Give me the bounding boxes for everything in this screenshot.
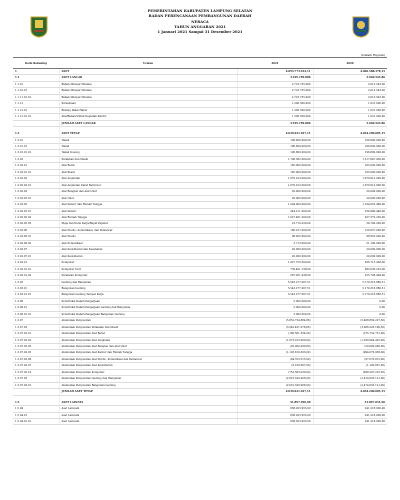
cell-description: Alat Komunikasi: [59, 240, 237, 246]
cell-account-code: 1.3.02.06.01: [13, 234, 59, 240]
cell-value-2020: 20.000.000,00: [313, 195, 387, 201]
cell-description: Bangunan Gedung: [59, 285, 237, 291]
cell-account-code: 1.3.07.02.10: [13, 369, 59, 375]
cell-description: Bangunan Gedung Tempat Kerja: [59, 292, 237, 298]
cell-value-2020: 5.170.316.880,51: [313, 279, 387, 285]
cell-description: Alat/Bahan/Untuk Kegiatan Kantor: [59, 114, 237, 120]
cell-account-code: 1.3.02.01: [13, 163, 59, 169]
report-title: NERACA: [191, 19, 209, 24]
cell-description: Konstruksi Dalam Pengerjaan: [59, 298, 237, 304]
cell-account-code: 1.3.02.03.01: [13, 195, 59, 201]
cell-value-2021: (6.100.667,00): [237, 363, 313, 369]
cell-value-2020: 0,00: [313, 311, 387, 317]
cell-value-2021: 185.000.000,00: [237, 163, 313, 169]
cell-value-2021: 20.000.000,00: [237, 247, 313, 253]
cell-description: Akumulasi Penyusutan Alat Studio, Komunikasi dan Pemancar: [59, 356, 237, 362]
cell-description: ASET LAINNYA: [59, 400, 237, 406]
cell-value-2020: 2.013.543.00: [313, 94, 387, 100]
cell-value-2020: 5.170.316.880,51: [313, 285, 387, 291]
cell-value-2020: 683.036.233,00: [313, 266, 387, 272]
cell-value-2020: 51.190.000,00: [313, 240, 387, 246]
cell-description: Alat Kantor: [59, 208, 237, 214]
cell-description: ASET LANCAR: [59, 75, 237, 81]
cell-account-code: 1.3.01.01: [13, 143, 59, 149]
cell-account-code: 1.3.02.10.01: [13, 266, 59, 272]
table-row: [13, 419, 387, 425]
cell-description: ASET: [59, 69, 237, 75]
cell-value-2021: 196.800.000,00: [237, 150, 313, 156]
cell-account-code: 1: [13, 69, 59, 75]
cell-value-2021: 1.200.500.000: [237, 107, 313, 113]
cell-value-2021: (20.000.000,00): [237, 344, 313, 350]
cell-account-code: 1.5.04.01.01: [13, 419, 59, 425]
cell-account-code: 1.3.06: [13, 298, 59, 304]
cell-account-code: 1.5.04.01: [13, 412, 59, 418]
cell-account-code: 1.3.02.05.02: [13, 214, 59, 220]
cell-account-code: 1.3.06.01.01: [13, 311, 59, 317]
cell-value-2020: 51.897.051,00: [313, 400, 387, 406]
cell-value-2021: 22.719.220,00: [237, 221, 313, 227]
cell-account-code: 1.3: [13, 131, 59, 137]
cell-value-2021: 5.000.000,00: [237, 305, 313, 311]
cell-description: JUMLAH ASET TETAP: [59, 389, 237, 395]
cell-account-code: 1.1.11.01.01: [13, 94, 59, 100]
cell-account-code: 1.3.03: [13, 279, 59, 285]
cell-account-code: 1.1.12.01.01: [13, 114, 59, 120]
cell-account-code: 1.3.02.05: [13, 202, 59, 208]
cell-value-2020: 241.218.000,00: [313, 412, 387, 418]
cell-value-2021: 244.211.000,00: [237, 208, 313, 214]
cell-value-2020: 241.218.000,00: [313, 419, 387, 425]
cell-value-2021: (2.610.330.906,00): [237, 376, 313, 382]
cell-value-2021: (5.852.734.884,86): [237, 318, 313, 324]
cell-value-2021: 287.951.938,00: [237, 273, 313, 279]
cell-description: Komputer Unit: [59, 266, 237, 272]
cell-account-code: 1.1.01.01: [13, 88, 59, 94]
cell-value-2020: (2.474.633.121,00): [313, 382, 387, 388]
cell-description: Bahan Dibayar Dimuka: [59, 81, 237, 87]
report-titles: [60, 9, 340, 35]
cell-value-2020: 196.800.000,00: [313, 150, 387, 156]
report-header: [0, 0, 400, 62]
cell-description: Barang Pakai Habis: [59, 107, 237, 113]
cell-value-2020: 5.170.316.880,51: [313, 292, 387, 298]
cell-description: Tanah: [59, 143, 237, 149]
cell-account-code: 1.3.02.01.01: [13, 169, 59, 175]
cell-value-2020: 3.040.543.86: [313, 75, 387, 81]
cell-value-2020: (20.000.000,00): [313, 344, 387, 350]
cell-value-2021: 160.017.000,00: [237, 227, 313, 233]
cell-account-code: 1.3.01.01.01: [13, 150, 59, 156]
header-description: Uraian: [59, 58, 237, 69]
cell-account-code: 1.3.03.01: [13, 285, 59, 291]
cell-description: Akumulasi Penyusutan Alat Angkutan: [59, 337, 237, 343]
cell-value-2020: (994.070.938,00): [313, 350, 387, 356]
cell-description: Akumulasi Penyusutan Komputer: [59, 369, 237, 375]
fiscal-year: TAHUN ANGGARAN 2021: [174, 24, 226, 29]
cell-value-2021: 4.039.621.927,11: [237, 131, 313, 137]
cell-value-2020: (698.297.216,50): [313, 369, 387, 375]
cell-value-2021: 2.718.735.000: [237, 81, 313, 87]
cell-description: Alat Kedokteran dan Kesehatan: [59, 247, 237, 253]
cell-value-2020: 2.013.543.00: [313, 81, 387, 87]
cell-value-2020: (5.468.859.227,30): [313, 318, 387, 324]
cell-value-2020: 241.218.000,00: [313, 406, 387, 412]
cell-description: Peralatan Komputer: [59, 273, 237, 279]
cell-value-2020: 20.000.000,00: [313, 189, 387, 195]
cell-value-2021: 5.000.000,00: [237, 311, 313, 317]
cell-value-2020: 98.952.000,00: [313, 234, 387, 240]
table-header-row: [13, 58, 387, 69]
cell-account-code: 1.3.07.02.05: [13, 350, 59, 356]
cell-description: Alat Ukur: [59, 195, 237, 201]
cell-description: Alat Studio, Komunikasi, dan Pemancar: [59, 227, 237, 233]
cell-description: Konstruksi Dalam Pengerjaan Gedung dan Bangunan: [59, 305, 237, 311]
cell-account-code: 1.3.02.10: [13, 260, 59, 266]
cell-value-2021: 1.200.500.000: [237, 114, 313, 120]
cell-description: Konstruksi Dalam Pengerjaan Bangunan Gedung: [59, 311, 237, 317]
cell-account-code: 1.3.07.02.03: [13, 344, 59, 350]
cell-description: ASET TETAP: [59, 131, 237, 137]
currency-unit-note: (Dalam Rupiah): [361, 53, 385, 57]
cell-description: Alat Berat: [59, 163, 237, 169]
cell-value-2020: 4.034.200.085,15: [313, 389, 387, 395]
gov-name: PEMERINTAHAN KABUPATEN LAMPUNG SELATAN: [147, 9, 253, 13]
cell-value-2021: (3.542.431.078,86): [237, 324, 313, 330]
cell-account-code: 1.3.02.06.02: [13, 240, 59, 246]
cell-description: Bahan Dibayar Dimuka: [59, 94, 237, 100]
cell-value-2021: (94.703.315,00): [237, 356, 313, 362]
cell-account-code: 1.3.07.02.07: [13, 363, 59, 369]
cell-value-2020: 196.800.000,00: [313, 137, 387, 143]
cell-value-2020: 1.517.847.436,00: [313, 156, 387, 162]
cell-description: Akumulasi Penyusutan Alat Bengkel dan Alat Ukur: [59, 344, 237, 350]
cell-description: Komputer: [59, 260, 237, 266]
header-year-2020: 2020: [313, 58, 387, 69]
cell-value-2020: 1.031.000.00: [313, 101, 387, 107]
cell-value-2020: 34.700.200,00: [313, 221, 387, 227]
cell-description: JUMLAH ASET LANCAR: [59, 120, 237, 126]
cell-value-2020: 196.800.000,00: [313, 143, 387, 149]
cell-value-2021: 1.294.000.000,00: [237, 202, 313, 208]
header-year-2021: 2021: [237, 58, 313, 69]
cell-account-code: 1.3.02.06: [13, 227, 59, 233]
balance-sheet-table: [13, 57, 387, 425]
cell-description: Akumulasi Penyusutan Gedung dan Bangunan: [59, 376, 237, 382]
cell-description: Alat Rumah Tangga: [59, 214, 237, 220]
cell-description: Aset Lain-lain: [59, 406, 237, 412]
cell-description: Bahan Dibayar Dimuka: [59, 88, 237, 94]
cell-description: Aset Lain-lain: [59, 412, 237, 418]
cell-value-2021: 1.070.913.000,00: [237, 182, 313, 188]
cell-account-code: 1.3.02.07.01: [13, 253, 59, 259]
cell-description: Alat Studio: [59, 234, 237, 240]
cell-account-code: 1.3.07.02: [13, 324, 59, 330]
cell-value-2021: 1.027.370.300,00: [237, 260, 313, 266]
cell-value-2021: 3.919.199.886: [237, 120, 313, 126]
cell-description: Akumulasi Penyusutan Alat Kantor dan Rumah Tangga: [59, 350, 237, 356]
cell-description: Akumulasi Penyusutan: [59, 318, 237, 324]
cell-value-2021: 3.919.199.886: [237, 75, 313, 81]
cell-value-2020: (3.086.226.190,30): [313, 324, 387, 330]
cell-value-2021: 20.000.000,00: [237, 253, 313, 259]
cell-account-code: 1.3.07.02.02: [13, 337, 59, 343]
cell-value-2021: 4.093.773.914,11: [237, 69, 313, 75]
cell-value-2021: (753.583.030,00): [237, 369, 313, 375]
cell-description: Alat Bengkel dan Alat Ukur: [59, 189, 237, 195]
cell-description: Alat Angkutan: [59, 176, 237, 182]
cell-value-2021: 1.796.382.000,00: [237, 156, 313, 162]
cell-description: Akumulasi Penyusutan Peralatan dan Mesin: [59, 324, 237, 330]
regency-emblem-right: [352, 16, 370, 38]
cell-description: Aset Lain-lain: [59, 419, 237, 425]
cell-value-2020: 4.066.588.378,15: [313, 69, 387, 75]
cell-account-code: 1.3.01: [13, 137, 59, 143]
cell-account-code: 1.3.02.07: [13, 247, 59, 253]
cell-account-code: 1.3.07.02.06: [13, 356, 59, 362]
cell-value-2021: 2.718.735.000: [237, 94, 313, 100]
header-account-code: Kode Rekening: [13, 58, 59, 69]
cell-account-code: 1.1.01: [13, 81, 59, 87]
cell-value-2020: 1.070.913.000,00: [313, 182, 387, 188]
cell-value-2021: 1.027.461.200,00: [237, 214, 313, 220]
cell-value-2020: 3.040.543.86: [313, 120, 387, 126]
cell-value-2021: 1.070.913.000,00: [237, 176, 313, 182]
cell-account-code: 1.3.02.10.02: [13, 273, 59, 279]
agency-name: BADAN PERENCANAAN PEMBANGUNAN DAERAH: [148, 14, 252, 19]
cell-value-2020: 1.194.653.480,00: [313, 202, 387, 208]
cell-account-code: 1.3.06.01: [13, 305, 59, 311]
cell-value-2021: 3.713.000,00: [237, 240, 313, 246]
cell-value-2021: 838.203.955,00: [237, 419, 313, 425]
cell-value-2021: 20.000.000,00: [237, 195, 313, 201]
cell-description: Gedung dan Bangunan: [59, 279, 237, 285]
cell-value-2021: (1.073.163.000,00): [237, 337, 313, 343]
report-period: 1 Januari 2021 Sampai 31 Desember 2021: [157, 30, 243, 35]
cell-value-2021: (1.103.810.303,00): [237, 350, 313, 356]
cell-value-2021: 2.718.735.000: [237, 88, 313, 94]
cell-account-code: 1.3.07.02.01: [13, 331, 59, 337]
cell-value-2021: 196.800.000,00: [237, 137, 313, 143]
cell-value-2021: 51.897.950,00: [237, 400, 313, 406]
cell-value-2021: 98.952.000,00: [237, 234, 313, 240]
cell-value-2021: 5.543.277.007,51: [237, 279, 313, 285]
cell-value-2020: 2.013.543.00: [313, 88, 387, 94]
cell-value-2021: 196.800.000,00: [237, 143, 313, 149]
cell-value-2021: 5.543.277.007,51: [237, 285, 313, 291]
cell-account-code: 1.3.02.05.03: [13, 221, 59, 227]
cell-value-2020: 185.000.000,00: [313, 163, 387, 169]
cell-account-code: 1.1: [13, 75, 59, 81]
cell-value-2021: 20.000.000,00: [237, 189, 313, 195]
cell-account-code: 1.1.12.01: [13, 107, 59, 113]
cell-account-code: 1.5: [13, 400, 59, 406]
cell-value-2020: (87.070.815,00): [313, 356, 387, 362]
cell-value-2020: 150.057.000,00: [313, 227, 387, 233]
cell-description: Alat Besar: [59, 169, 237, 175]
cell-description: Persediaan: [59, 101, 237, 107]
cell-account-code: 1.3.07.03: [13, 376, 59, 382]
cell-value-2020: 4.034.200.085,15: [313, 131, 387, 137]
cell-value-2020: 936.713.458,00: [313, 260, 387, 266]
cell-account-code: 1.3.02: [13, 156, 59, 162]
cell-value-2021: 4.039.621.927,11: [237, 389, 313, 395]
cell-value-2020: 0,00: [313, 298, 387, 304]
cell-account-code: 1.3.02.02: [13, 176, 59, 182]
cell-description: Akumulasi Penyusutan Alat Kedokteran: [59, 363, 237, 369]
cell-value-2021: 739.401.138,00: [237, 266, 313, 272]
cell-value-2021: (2.610.330.906,00): [237, 382, 313, 388]
cell-account-code: 1.3.02.05.01: [13, 208, 59, 214]
cell-value-2021: 838.203.955,00: [237, 412, 313, 418]
cell-value-2020: 20.000.000,00: [313, 247, 387, 253]
cell-value-2020: 20.000.000,00: [313, 253, 387, 259]
cell-value-2020: 1.070.913.000,00: [313, 176, 387, 182]
cell-value-2020: 1.031.000.00: [313, 114, 387, 120]
cell-description: Akumulasi Penyusutan Bangunan Gedung: [59, 382, 237, 388]
cell-value-2020: (135.732.751,00): [313, 331, 387, 337]
cell-description: Akumulasi Penyusutan Alat Berat: [59, 331, 237, 337]
regency-emblem-left: [30, 16, 48, 38]
cell-value-2020: 185.000.000,00: [313, 169, 387, 175]
cell-value-2020: 255.706.494,00: [313, 273, 387, 279]
cell-value-2020: 234.980.440,00: [313, 208, 387, 214]
cell-description: Tanah: [59, 137, 237, 143]
cell-account-code: 1.3.02.03: [13, 189, 59, 195]
cell-description: Peralatan dan Mesin: [59, 156, 237, 162]
cell-value-2021: (160.581.334,00): [237, 331, 313, 337]
cell-value-2021: 5.543.277.007,51: [237, 292, 313, 298]
cell-description: Meja dan Kursi Kerja/Rapat Pejabat: [59, 221, 237, 227]
cell-account-code: 1.5.04: [13, 406, 59, 412]
cell-account-code: 1.3.03.01.01: [13, 292, 59, 298]
cell-value-2020: (2.474.633.121,00): [313, 376, 387, 382]
cell-value-2020: 927.372.230,00: [313, 214, 387, 220]
cell-value-2021: 185.000.000,00: [237, 169, 313, 175]
cell-description: Alat Kedokteran: [59, 253, 237, 259]
cell-description: Tanah Kosong: [59, 150, 237, 156]
cell-account-code: 1.3.07: [13, 318, 59, 324]
cell-value-2021: 5.000.000,00: [237, 298, 313, 304]
cell-value-2020: 0,00: [313, 305, 387, 311]
cell-value-2020: 1.031.000.00: [313, 107, 387, 113]
cell-value-2021: 838.203.955,00: [237, 406, 313, 412]
cell-account-code: 1.3.02.02.01: [13, 182, 59, 188]
cell-account-code: 1.3.07.03.01: [13, 382, 59, 388]
cell-description: Alat Kantor dan Rumah Tangga: [59, 202, 237, 208]
cell-description: Alat Angkutan Darat Bermotor: [59, 182, 237, 188]
cell-value-2021: 1.200.500.000: [237, 101, 313, 107]
cell-value-2020: (1.100.667,00): [313, 363, 387, 369]
cell-value-2020: (1.030.964.425,00): [313, 337, 387, 343]
cell-account-code: 1.1.12: [13, 101, 59, 107]
